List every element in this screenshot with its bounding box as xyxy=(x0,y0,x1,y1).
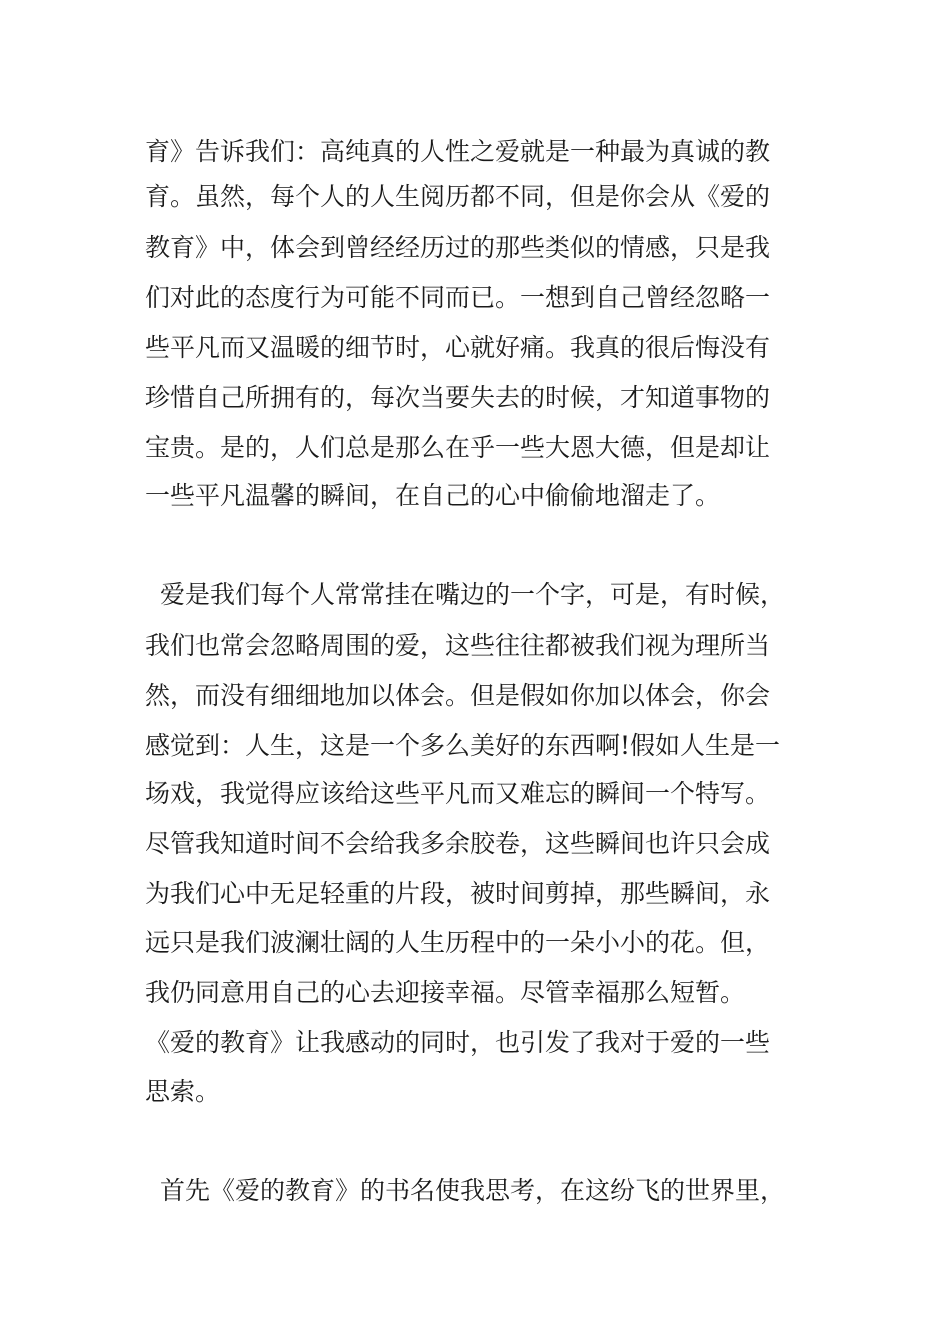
text-line: 宝贵。是的，人们总是那么在乎一些大恩大德，但是却让 xyxy=(145,433,771,462)
text-line: 们对此的态度行为可能不同而已。一想到自己曾经忽略一 xyxy=(145,283,771,312)
text-line: 首先《爱的教育》的书名使我思考，在这纷飞的世界里， xyxy=(160,1176,786,1205)
text-line: 一些平凡温馨的瞬间，在自己的心中偷偷地溜走了。 xyxy=(145,481,721,510)
text-line: 珍惜自己所拥有的，每次当要失去的时候，才知道事物的 xyxy=(145,383,771,412)
text-line: 尽管我知道时间不会给我多余胶卷，这些瞬间也许只会成 xyxy=(145,829,771,858)
text-line: 感觉到：人生，这是一个多么美好的东西啊!假如人生是一 xyxy=(145,731,781,760)
text-line: 《爱的教育》让我感动的同时，也引发了我对于爱的一些 xyxy=(145,1028,771,1057)
text-line: 爱是我们每个人常常挂在嘴边的一个字，可是，有时候， xyxy=(160,580,786,609)
text-line: 为我们心中无足轻重的片段，被时间剪掉，那些瞬间，永 xyxy=(145,879,771,908)
text-line: 育》告诉我们：高纯真的人性之爱就是一种最为真诚的教 xyxy=(145,137,771,166)
text-line: 育。虽然，每个人的人生阅历都不同，但是你会从《爱的 xyxy=(145,182,771,211)
text-line: 然，而没有细细地加以体会。但是假如你加以体会，你会 xyxy=(145,681,771,710)
text-line: 我们也常会忽略周围的爱，这些往往都被我们视为理所当 xyxy=(145,631,771,660)
text-line: 思索。 xyxy=(145,1077,221,1106)
text-line: 场戏，我觉得应该给这些平凡而又难忘的瞬间一个特写。 xyxy=(145,779,771,808)
text-line: 远只是我们波澜壮阔的人生历程中的一朵小小的花。但， xyxy=(145,928,771,957)
text-line: 教育》中，体会到曾经经历过的那些类似的情感，只是我 xyxy=(145,233,771,262)
text-line: 我仍同意用自己的心去迎接幸福。尽管幸福那么短暂。 xyxy=(145,978,746,1007)
text-line: 些平凡而又温暖的细节时，心就好痛。我真的很后悔没有 xyxy=(145,333,771,362)
